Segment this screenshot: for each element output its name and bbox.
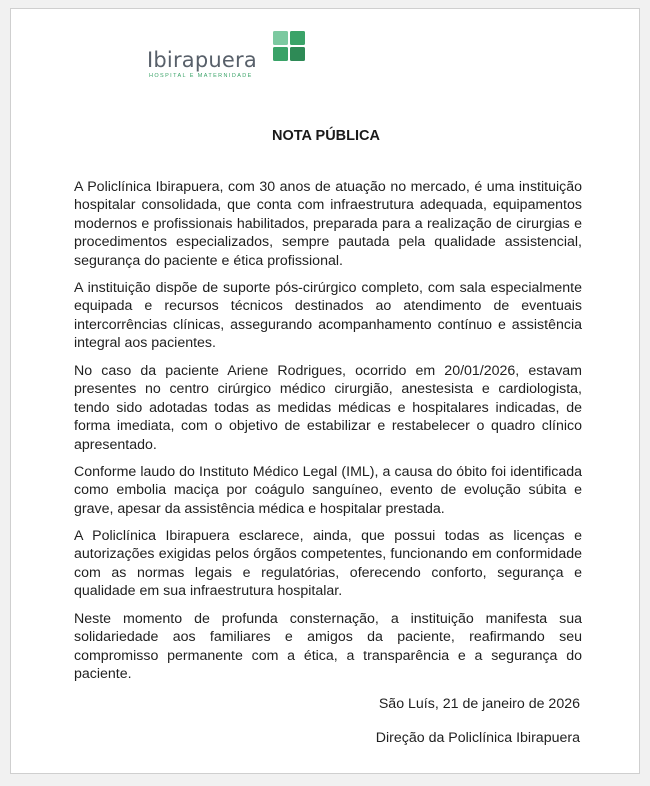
paragraph-2: A instituição dispõe de suporte pós-cirúrgico completo, com sala especialmente equipada e recursos técnicos destinados ao atendimento de eventuais intercorrências clínicas, assegurando acompanhamento contínuo e assistência integral aos pacientes. <box>74 280 582 352</box>
signature: Direção da Policlínica Ibirapuera <box>375 730 580 746</box>
logo-subtitle: HOSPITAL E MATERNIDADE <box>149 73 253 79</box>
place-date: São Luís, 21 de janeiro de 2026 <box>378 696 580 712</box>
paragraph-1: A Policlínica Ibirapuera, com 30 anos de atuação no mercado, é uma instituição hospitalar consolidada, que conta com infraestrutura adequada, equipamentos modernos e profissionais habilitados, preparada para a realização de cirurgias e procedimentos especializados, sempre pautada pela qualidade assistencial, segurança do paciente e ética profissional. <box>74 179 582 269</box>
page-title: NOTA PÚBLICA <box>272 128 380 144</box>
hospital-logo <box>147 29 327 89</box>
paragraph-5: A Policlínica Ibirapuera esclarece, ainda, que possui todas as licenças e autorizações exigidas pelos órgãos competentes, funcionando em conformidade com as normas legais e regulatórias, oferecendo conforto, segurança e qualidade em sua infraestrutura hospitalar. <box>74 528 582 600</box>
logo-name: Ibirapuera <box>147 48 257 72</box>
paragraph-6: Neste momento de profunda consternação, a instituição manifesta sua solidariedade aos familiares e amigos da paciente, reafirmando seu compromisso permanente com a ética, a transparência e a segurança do paciente. <box>74 611 582 683</box>
document-page <box>10 8 640 774</box>
logo-leaf-icon <box>269 29 309 65</box>
paragraph-3: No caso da paciente Ariene Rodrigues, ocorrido em 20/01/2026, estavam presentes no centro cirúrgico médico cirurgião, anestesista e cardiologista, tendo sido adotadas todas as medidas médicas e hospitalares indicadas, de forma imediata, com o objetivo de estabilizar e restabelecer o quadro clínico apresentado. <box>74 363 582 453</box>
paragraph-4: Conforme laudo do Instituto Médico Legal (IML), a causa do óbito foi identificada como embolia maciça por coágulo sanguíneo, evento de evolução súbita e grave, apesar da assistência médica e hospitalar prestada. <box>74 464 582 517</box>
